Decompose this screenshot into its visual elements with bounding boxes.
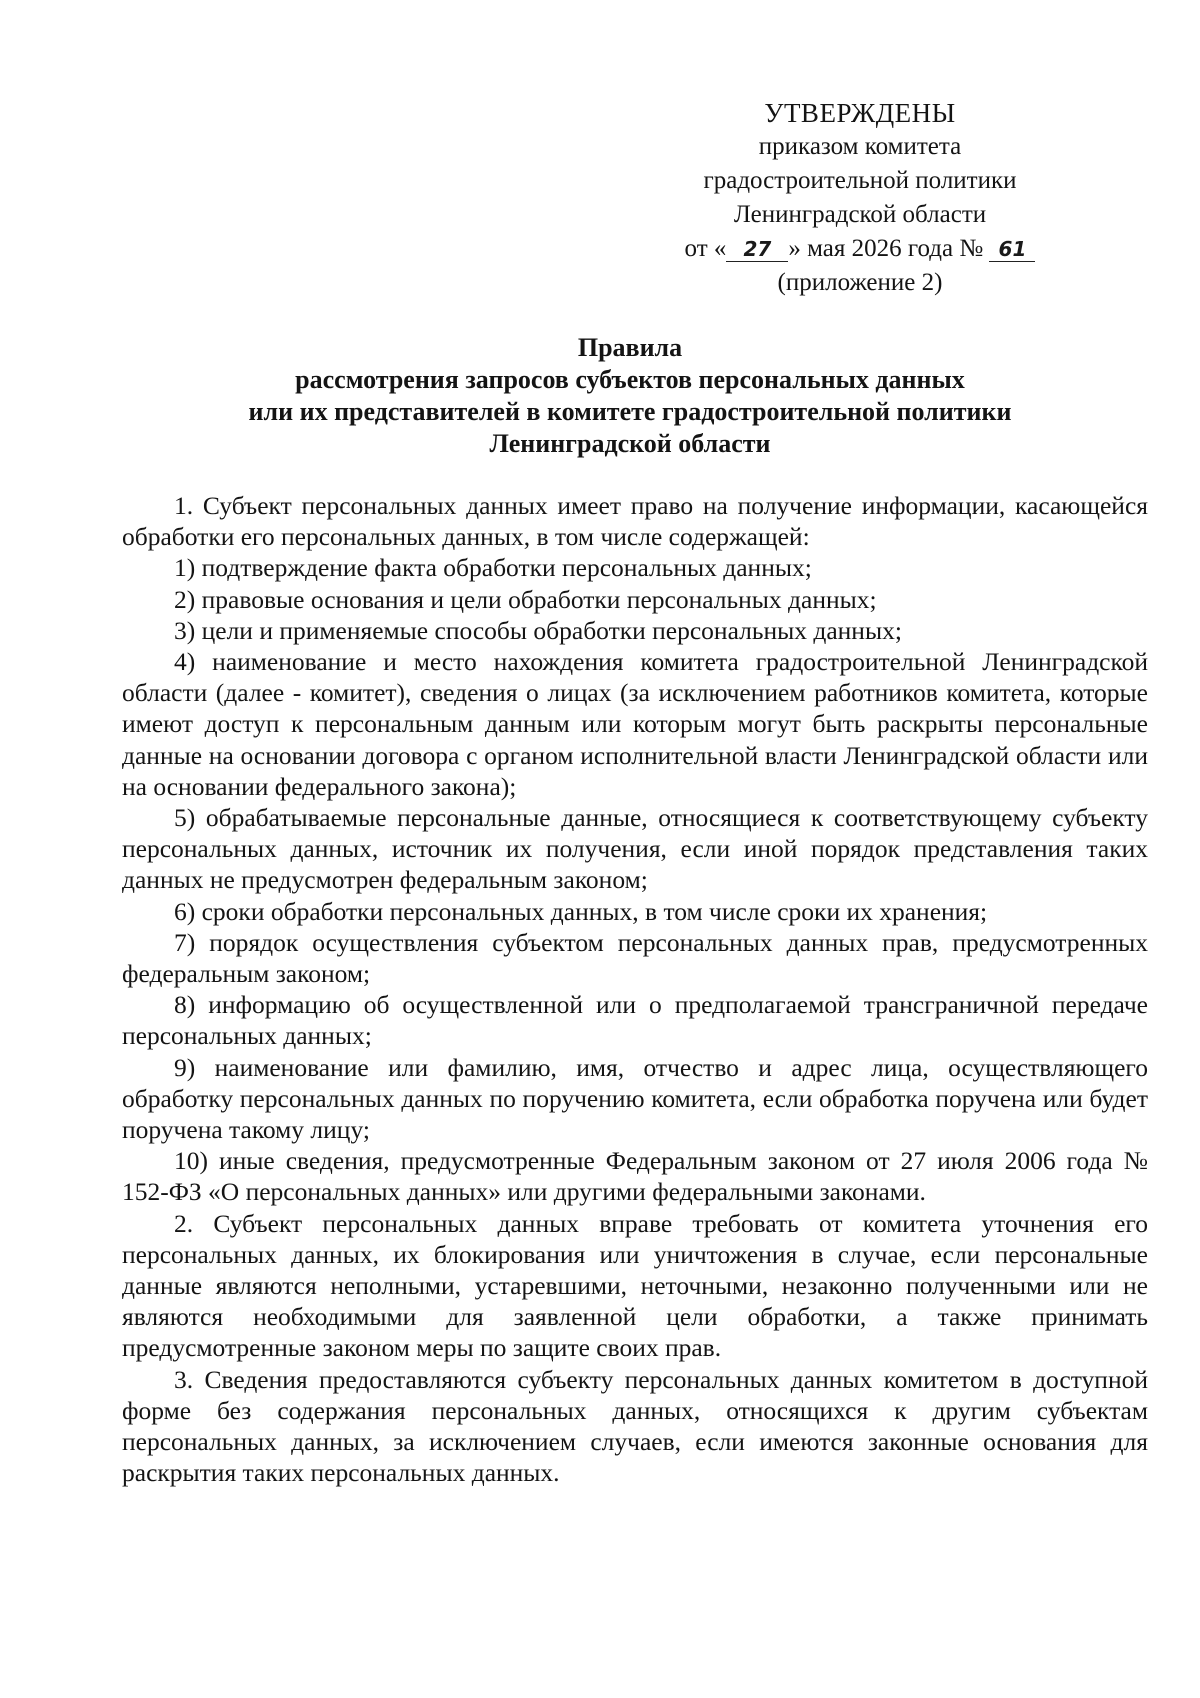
subitem-5: 5) обрабатываемые персональные данные, относящиеся к соответствующему субъекту персональных данных, источник их получения, если иной порядок представления таких данных не предусмотрен федеральным законом; — [122, 803, 1148, 895]
approval-date-line — [640, 232, 1080, 266]
title-line-1: Правила — [577, 333, 683, 362]
approval-line-region: Ленинградской области — [733, 201, 987, 228]
subitem-2: 2) правовые основания и цели обработки персональных данных; — [174, 584, 877, 614]
document-title — [130, 332, 1130, 460]
approval-block — [640, 96, 1080, 300]
paragraph-1: 1. Субъект персональных данных имеет право на получение информации, касающейся обработки его персональных данных, в том числе содержащей: — [122, 491, 1148, 552]
subitem-4: 4) наименование и место нахождения комитета градостроительной Ленинградской области (далее - комитет), сведения о лицах (за исключением работников комитета, которые имеют доступ к персональным данным или которым могут быть раскрыты персональные данные на основании договора с органом исполнительной власти Ленинградской области или на основании федерального закона); — [122, 647, 1148, 801]
title-line-3: или их представителей в комитете градостроительной политики — [248, 397, 1012, 426]
subitem-9: 9) наименование или фамилию, имя, отчество и адрес лица, осуществляющего обработку персональных данных по поручению комитета, если обработка поручена или будет поручена такому лицу; — [122, 1052, 1148, 1145]
title-line-4: Ленинградской области — [489, 429, 771, 458]
document-body — [122, 490, 1148, 1489]
subitem-10: 10) иные сведения, предусмотренные Федеральным законом от 27 июля 2006 года № 152-ФЗ «О персональных данных» или другими федеральными законами. — [122, 1146, 1148, 1207]
subitem-7: 7) порядок осуществления субъектом персональных данных прав, предусмотренных федеральным законом; — [122, 927, 1148, 989]
approval-line-committee: градостроительной политики — [703, 167, 1017, 194]
approval-heading: УТВЕРЖДЕНЫ — [764, 98, 956, 128]
appendix-note: (приложение 2) — [777, 269, 943, 296]
subitem-1: 1) подтверждение факта обработки персональных данных; — [174, 553, 812, 583]
subitem-8: 8) информацию об осуществленной или о предполагаемой трансграничной передаче персональных данных; — [122, 990, 1148, 1051]
paragraph-2: 2. Субъект персональных данных вправе требовать от комитета уточнения его персональных данных, их блокирования или уничтожения в случае, если персональные данные являются неполными, устаревшими, неточными, незаконно полученными или не являются необходимыми для заявленной цели обработки, а также принимать предусмотренные законом меры по защите своих прав. — [122, 1208, 1148, 1363]
approval-line-order: приказом комитета — [758, 133, 962, 160]
date-middle: » мая 2026 года № — [788, 235, 984, 262]
date-prefix: от « — [684, 235, 727, 262]
title-line-2: рассмотрения запросов субъектов персональных данных — [295, 365, 965, 394]
paragraph-3: 3. Сведения предоставляются субъекту персональных данных комитетом в доступной форме без содержания персональных данных, относящихся к другим субъектам персональных данных, за исключением случаев, если имеются законные основания для раскрытия таких персональных данных. — [122, 1364, 1148, 1488]
subitem-3: 3) цели и применяемые способы обработки персональных данных; — [174, 615, 902, 645]
subitem-6: 6) сроки обработки персональных данных, в том числе сроки их хранения; — [174, 896, 988, 926]
handwritten-day: 27 — [726, 237, 788, 262]
handwritten-order-number: 61 — [989, 237, 1035, 262]
